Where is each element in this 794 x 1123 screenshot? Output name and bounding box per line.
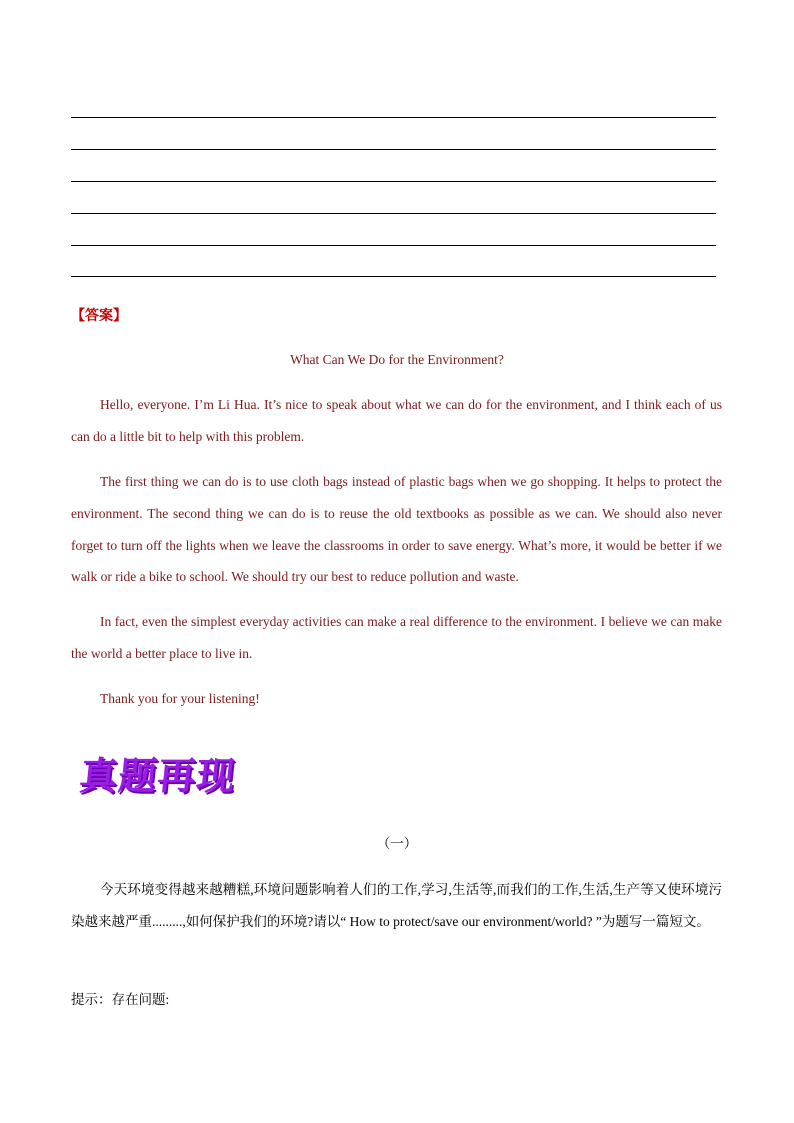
essay-paragraph: The first thing we can do is to use cloth bags instead of plastic bags when we go shopping. It helps to protect the environment. The second thing we can do is to reuse the old textbooks as possible as we can. We should also never forget to turn off the lights when we leave the classrooms in order to save energy. What’s more, it would be better if we walk or ride a bike to school. We should try our best to reduce pollution and waste.: [71, 474, 722, 585]
writing-line: [71, 276, 716, 277]
writing-line: [71, 213, 716, 214]
essay-paragraph: Hello, everyone. I’m Li Hua. It’s nice to speak about what we can do for the environment, and I think each of us can do a little bit to help with this problem.: [71, 397, 722, 444]
writing-prompt: 今天环境变得越来越糟糕,环境问题影响着人们的工作,学习,生活等,而我们的工作,生活,生产等又使环境污染越来越严重.........,如何保护我们的环境?请以“ How to protect/save our environment/world? ”为题写一篇短文。: [71, 882, 722, 929]
hint-text: 提示：存在问题:: [71, 992, 170, 1007]
writing-line: [71, 117, 716, 118]
essay-paragraph: In fact, even the simplest everyday activities can make a real difference to the environment. I believe we can make the world a better place to live in.: [71, 614, 722, 661]
section-number: （一）: [376, 836, 418, 851]
essay-title: What Can We Do for the Environment?: [290, 352, 504, 367]
answer-label: 【答案】: [71, 308, 127, 324]
writing-line: [71, 245, 716, 246]
writing-line: [71, 149, 716, 150]
section-banner: 真题再现: [77, 754, 238, 798]
essay-paragraph: Thank you for your listening!: [100, 691, 260, 706]
writing-line: [71, 181, 716, 182]
